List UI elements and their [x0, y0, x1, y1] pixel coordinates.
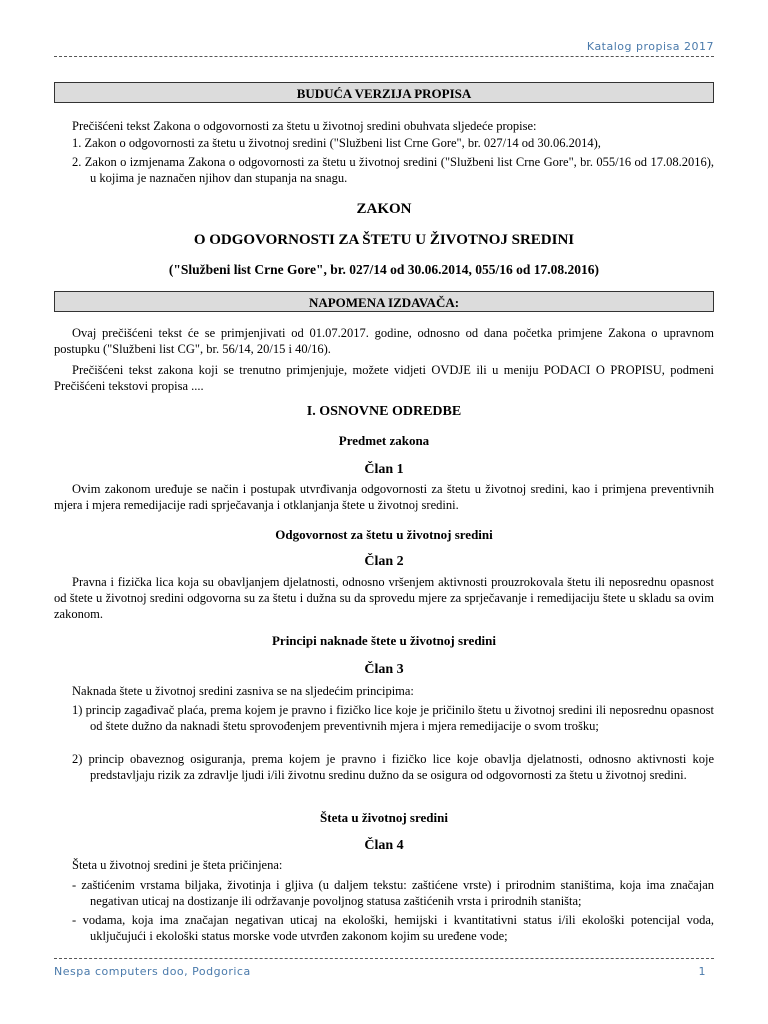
intro-item-1: 1. Zakon o odgovornosti za štetu u životnoj sredini ("Službeni list Crne Gore", br. 027/14 od 30.06.2014), — [72, 136, 601, 150]
law-title: ZAKON — [356, 201, 412, 217]
article-4-item-1: - zaštićenim vrstama biljaka, životinja i gljiva (u daljem tekstu: zaštićene vrste) i prirodnim staništima, koja ima značajan negativan uticaj na dostizanje ili održavanje povoljnog statusa zaštićenih vrsta i prirodnih staništa; — [72, 878, 714, 908]
note-paragraph-2: Prečišćeni tekst zakona koji se trenutno primjenjuje, možete vidjeti OVDJE ili u meniju PODACI O PROPISU, podmeni Prečišćeni tekstovi propisa .... — [54, 363, 714, 393]
article-4-heading: Član 4 — [364, 838, 404, 853]
catalog-header: Katalog propisa 2017 — [586, 40, 714, 53]
intro-item-2: 2. Zakon o izmjenama Zakona o odgovornosti za štetu u životnoj sredini ("Službeni list Crne Gore", br. 055/16 od 17.08.2016), u kojima je naznačen njihov dan stupanja na snagu. — [72, 155, 714, 185]
article-1-heading: Član 1 — [364, 462, 404, 477]
article-1-text: Ovim zakonom uređuje se način i postupak utvrđivanja odgovornosti za štetu u životnoj sredini, kao i primjena preventivnih mjera i mjera remedijacije radi sprječavanja i otklanjanja štete u životnoj sredini. — [54, 482, 714, 512]
article-2-heading: Član 2 — [364, 554, 404, 569]
footer-divider — [54, 958, 714, 959]
intro-lead: Prečišćeni tekst Zakona o odgovornosti za štetu u životnoj sredini obuhvata sljedeće propise: — [72, 119, 537, 133]
article-4-lead: Šteta u životnoj sredini je šteta pričinjena: — [72, 858, 283, 872]
note-paragraph-1: Ovaj prečišćeni tekst će se primjenjivati od 01.07.2017. godine, odnosno od dana početka primjene Zakona o upravnom postupku ("Službeni list CG", br. 56/14, 20/15 i 40/16). — [54, 326, 714, 356]
section-title-3: Principi naknade štete u životnoj sredini — [271, 633, 497, 648]
publisher-note-box: NAPOMENA IZDAVAČA: — [54, 291, 714, 312]
section-title-2: Odgovornost za štetu u životnoj sredini — [275, 527, 493, 542]
footer-company: Nespa computers doo, Podgorica — [54, 965, 251, 978]
future-version-box: BUDUĆA VERZIJA PROPISA — [54, 82, 714, 103]
article-3-lead: Naknada štete u životnoj sredini zasniva se na sljedećim principima: — [72, 684, 414, 698]
article-4-item-2: - vodama, koja ima značajan negativan uticaj na ekološki, hemijski i kvantitativni status i/ili ekološki potencijal voda, uključujući i ekološki status morske vode utvrđen zakonom kojim su uređene vode; — [72, 913, 714, 943]
law-subtitle: O ODGOVORNOSTI ZA ŠTETU U ŽIVOTNOJ SREDINI — [193, 232, 575, 248]
section-title-1: Predmet zakona — [338, 433, 430, 448]
article-3-item-2: 2) princip obaveznog osiguranja, prema kojem je pravno i fizičko lice koje obavlja djelatnosti, odnosno aktivnosti koje predstavljaju rizik za zdravlje ljudi i/ili životnu sredinu dužno da se osigura od odgovornosti za štetu u životnoj sredini. — [72, 752, 714, 782]
article-3-heading: Član 3 — [364, 662, 404, 677]
page-number: 1 — [698, 965, 706, 978]
chapter-title: I. OSNOVNE ODREDBE — [306, 404, 462, 419]
gazette-reference: ("Službeni list Crne Gore", br. 027/14 od 30.06.2014, 055/16 od 17.08.2016) — [168, 262, 600, 277]
header-divider — [54, 56, 714, 57]
article-2-text: Pravna i fizička lica koja su obavljanjem djelatnosti, odnosno vršenjem aktivnosti prouzrokovala štetu ili neposrednu opasnost od štete u životnoj sredini odgovorna su za štetu i dužna su da sprovedu mjere za sprječavanje i remedijaciju štete u skladu sa ovim zakonom. — [54, 575, 714, 621]
section-title-4: Šteta u životnoj sredini — [320, 810, 448, 825]
article-3-item-1: 1) princip zagađivač plaća, prema kojem je pravno i fizičko lice koje je pričinilo štetu u životnoj sredini ili neposrednu opasnost od štete dužno da naknadi štetu sprovođenjem preventivnih mjera i mjera remedijacije o svom trošku; — [72, 703, 714, 733]
